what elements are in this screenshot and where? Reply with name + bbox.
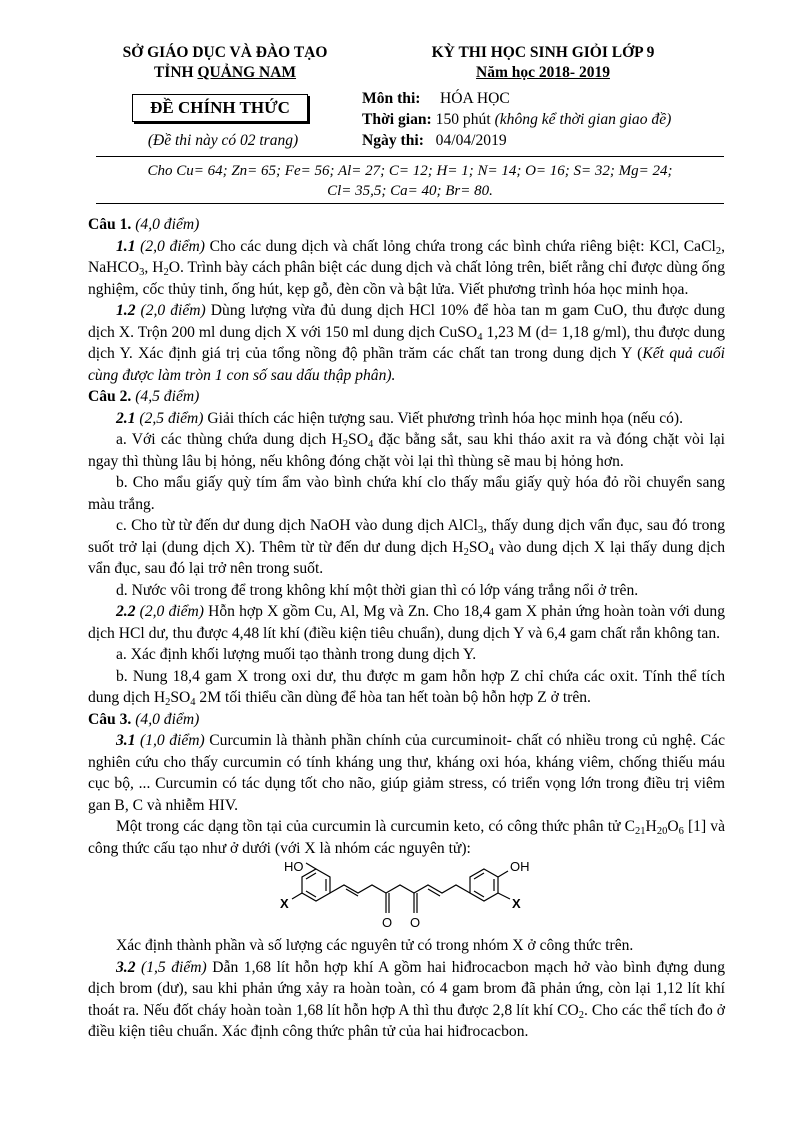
sub-label: 3.1 [116, 732, 136, 749]
question-2-1 [88, 408, 725, 430]
time-row [362, 109, 671, 130]
question-title: Câu 3. [88, 710, 132, 728]
text: O [667, 818, 679, 835]
x-label-left: X [280, 896, 289, 911]
subscript: 2 [342, 439, 349, 450]
time-note: (không kể thời gian giao đề) [494, 111, 672, 128]
sub-label: 1.2 [116, 302, 136, 319]
question-2-1-a [88, 429, 725, 472]
atomic-masses-line1: Cho Cu= 64; Zn= 65; Fe= 56; Al= 27; C= 12; H= 1; N= 14; O= 16; S= 32; Mg= 24; [147, 163, 673, 179]
left-enone-chain [330, 885, 386, 893]
text: Giải thích các hiện tượng sau. Viết phương trình hóa học minh họa (nếu có). [203, 409, 684, 427]
sub-points: (1,5 điểm) [135, 958, 207, 976]
text: SO [348, 431, 368, 448]
question-1-1 [88, 236, 725, 301]
question-2-1-b: b. Cho mẩu giấy quỳ tím ẩm vào bình chứa khí clo thấy mẩu giấy quỳ hóa đỏ rồi chuyển sang màu trắng. [88, 474, 725, 513]
text: O. Trình bày cách phân biệt các dung dịch và chất lỏng trên, biết rằng chỉ được dùng ống nghiệm, cốc thủy tinh, ống hút, kẹp gỗ, đèn cồn và bật lửa. Viết phương trình hóa học minh họa. [88, 259, 725, 298]
right-enone-chain [414, 885, 470, 893]
curcumin-structure-diagram [278, 861, 548, 935]
exam-body [88, 214, 725, 1043]
sub-points: (2,0 điểm) [135, 302, 206, 319]
province-underlined: QUẢNG NAM [197, 64, 297, 81]
exam-year: Năm học 2018- 2019 [476, 64, 610, 81]
text: Cho các dung dịch và chất lỏng chứa trong các bình chứa riêng biệt: KCl, CaCl [204, 237, 716, 255]
text: , NaHCO [88, 237, 725, 276]
province-prefix: TỈNH [153, 64, 198, 81]
sub-points: (1,0 điểm) [135, 732, 205, 749]
text: c. Cho từ từ đến dư dung dịch NaOH vào dung dịch AlCl [116, 517, 478, 534]
department-name: SỞ GIÁO DỤC VÀ ĐÀO TẠO [122, 44, 328, 61]
subscript: 4 [190, 697, 196, 708]
x-label-right: X [512, 896, 521, 911]
subject-key: Môn thi: [362, 90, 421, 107]
text: vào dung dịch X lại thấy dung dịch vẩn đục, sau đó lại trở nên trong suốt. [88, 538, 725, 577]
exam-meta [362, 88, 671, 151]
text: Một trong các dạng tồn tại của curcumin là curcumin keto, có công thức phân tử C [116, 818, 636, 835]
text: Dẫn 1,68 lít hỗn hợp khí A gồm hai hiđrocacbon mạch hở vào bình đựng dung dịch brom (dư), sau khi phản ứng xảy ra hoàn toàn, có 4 gam brom đã phản ứng, còn lại 1,12 lít khí thoát ra. Nếu đốt cháy hoàn toàn 1,68 lít hỗn hợp A thì thu được 2,8 lít khí CO [88, 958, 725, 1019]
subscript: 2 [715, 245, 722, 257]
subscript: 3 [478, 525, 484, 536]
question-2-2-b [88, 666, 725, 709]
methylene-bridge [386, 885, 414, 893]
question-2-1-c [88, 515, 725, 580]
header-rule [96, 156, 724, 157]
question-3-2 [88, 957, 725, 1043]
text: 2M tối thiểu cần dùng để hòa tan hết toàn bộ hỗn hợp Z ở trên. [195, 689, 591, 706]
question-1-2 [88, 300, 725, 386]
text: , H [144, 259, 164, 276]
date-value: 04/04/2019 [435, 132, 507, 149]
text: SO [468, 538, 489, 556]
ho-label: HO [284, 861, 304, 874]
question-1-title [88, 214, 725, 236]
subscript: 4 [477, 331, 483, 343]
sub-label: 1.1 [116, 237, 136, 255]
text-italic: Kết quả cuối cùng được làm tròn 1 con số sau dấu thập phân). [88, 345, 725, 384]
sub-label: 3.2 [116, 958, 136, 976]
subscript: 2 [578, 1009, 585, 1021]
question-points: (4,0 điểm) [131, 710, 200, 728]
subscript: 3 [139, 267, 145, 278]
oh-label: OH [510, 861, 530, 874]
pages-note: (Đề thi này có 02 trang) [147, 132, 299, 149]
province-name [100, 63, 350, 83]
text: b. Nung 18,4 gam X trong oxi dư, thu được m gam hỗn hợp Z chỉ chứa các oxit. Tính thể tích dung dịch H [88, 667, 725, 706]
date-row [362, 130, 671, 151]
text: H [645, 818, 657, 835]
subject-value: HÓA HỌC [440, 90, 510, 107]
subscript: 2 [163, 267, 169, 278]
question-2-1-d: d. Nước vôi trong để trong không khí một thời gian thì có lớp váng trắng nổi ở trên. [116, 581, 639, 599]
question-2-2 [88, 601, 725, 644]
time-value: 150 phút [435, 111, 495, 128]
sub-label: 2.2 [116, 603, 136, 620]
text: Curcumin là thành phần chính của curcuminoit- chất có nhiều trong củ nghệ. Các nghiên cứu cho thấy curcumin có tính kháng ung thư, kháng oxi hóa, kháng viêm, chống thiếu máu cục bộ, ... Curcumin có tác dụng tốt cho não, giúp giảm stress, có triển vọng lớn trong điều trị viêm gan B, C và nhiễm HIV. [88, 732, 725, 814]
subscript: 2 [463, 546, 469, 558]
subject-row [362, 88, 671, 109]
text: Hỗn hợp X gồm Cu, Al, Mg và Zn. Cho 18,4 gam X phản ứng hoàn toàn với dung dịch HCl dư, thu được 4,48 lít khí (điều kiện tiêu chuẩn), dung dịch Y và 6,4 gam chất rắn không tan. [88, 603, 725, 642]
exam-header [398, 43, 688, 83]
date-key: Ngày thi: [362, 132, 424, 149]
question-3-1-task: Xác định thành phần và số lượng các nguyên tử có trong nhóm X ở công thức trên. [116, 937, 634, 954]
question-3-1 [88, 730, 725, 816]
text: SO [170, 689, 191, 706]
text: đặc bằng sắt, sau khi tháo axit ra và đóng chặt vòi lại ngay thì thùng lâu bị hỏng, nếu không đóng chặt vòi lại thì thùng sẽ mau bị hỏng hơn. [88, 431, 725, 470]
text: [1] và công thức cấu tạo như ở dưới (với X là nhóm các nguyên tử): [88, 818, 725, 857]
question-3-title [88, 709, 725, 731]
carbonyl-o-left: O [382, 915, 393, 930]
text: , thấy dung dịch vẩn đục, sau đó trong suốt trở lại (dung dịch X). Thêm từ từ đến dư dung dịch H [88, 517, 725, 556]
masses-rule [96, 203, 724, 204]
subscript: 4 [367, 439, 374, 450]
question-2-2-a: a. Xác định khối lượng muối tạo thành trong dung dịch Y. [116, 646, 477, 663]
exam-title: KỲ THI HỌC SINH GIỎI LỚP 9 [431, 44, 655, 61]
sub-points: (2,0 điểm) [135, 237, 205, 255]
subscript: 4 [488, 546, 494, 558]
subscript: 21 [635, 826, 646, 837]
atomic-masses [96, 161, 724, 201]
text: Dùng lượng vừa đủ dung dịch HCl 10% để hòa tan m gam CuO, thu được dung dịch X. Trộn 200 ml dung dịch X với 150 ml dung dịch CuSO [88, 302, 725, 341]
text: a. Với các thùng chứa dung dịch H [116, 431, 343, 448]
subscript: 2 [165, 697, 171, 708]
department-header [100, 43, 350, 83]
sub-points: (2,0 điểm) [135, 603, 204, 620]
sub-points: (2,5 điểm) [135, 409, 204, 427]
subscript: 6 [678, 826, 684, 837]
sub-label: 2.1 [116, 409, 136, 427]
time-key: Thời gian: [362, 111, 432, 128]
question-3-1-formula [88, 816, 725, 859]
official-stamp-box: ĐỀ CHÍNH THỨC [132, 94, 308, 122]
question-title: Câu 1. [88, 216, 132, 233]
atomic-masses-line2: Cl= 35,5; Ca= 40; Br= 80. [327, 183, 493, 199]
question-points: (4,5 điểm) [131, 388, 200, 405]
question-title: Câu 2. [88, 388, 132, 405]
carbonyl-o-right: O [410, 915, 421, 930]
text: 1,23 M (d= 1,18 g/ml), thu được dung dịch Y. Xác định giá trị của tổng nồng độ phần trăm các chất tan trong dung dịch Y ( [88, 323, 725, 362]
text: . Cho các thể tích đo ở điều kiện tiêu chuẩn. Xác định công thức phân tử của hai hiđrocacbon. [88, 1001, 725, 1040]
question-points: (4,0 điểm) [131, 216, 200, 233]
question-2-title [88, 386, 725, 408]
subscript: 20 [656, 826, 668, 837]
